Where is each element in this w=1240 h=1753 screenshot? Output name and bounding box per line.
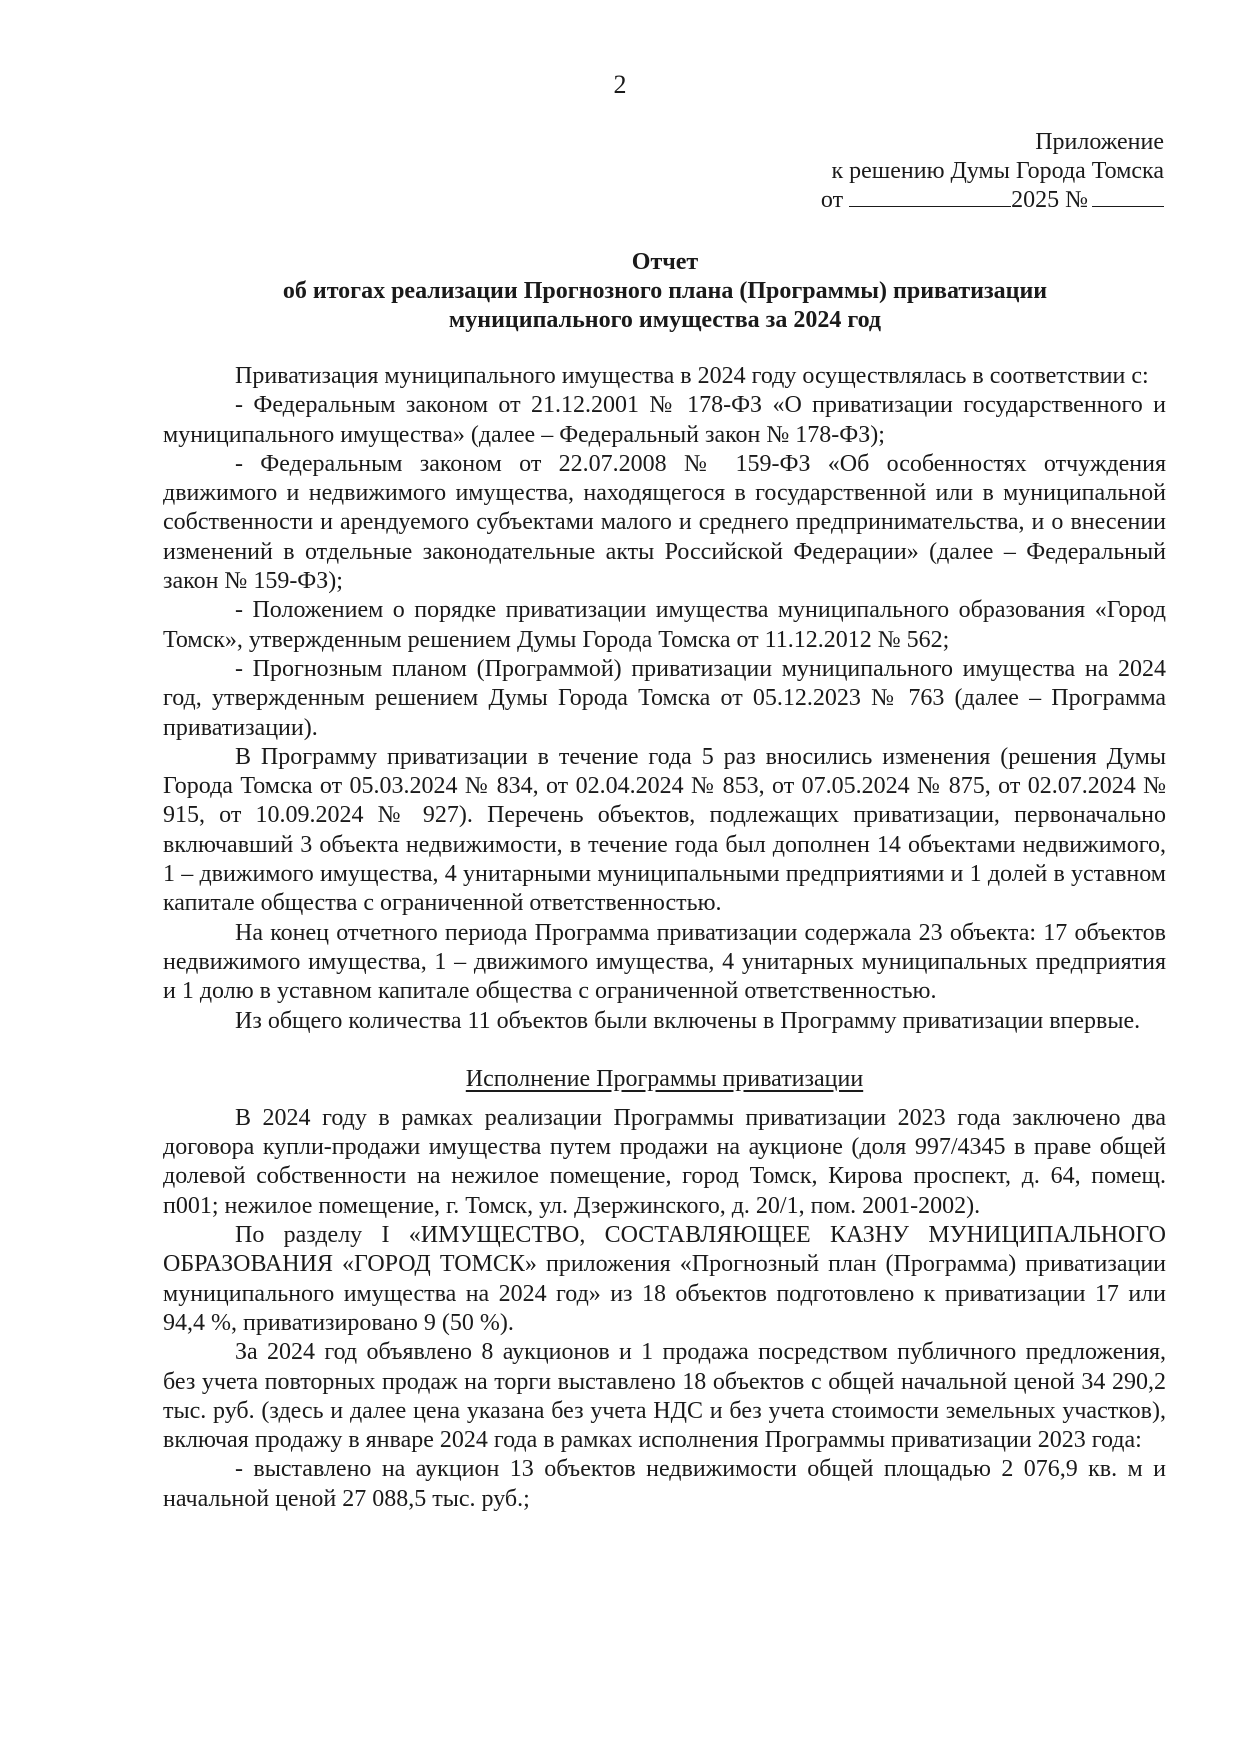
- paragraph-regulation: - Положением о порядке приватизации имущества муниципального образования «Город Томск», утвержденным решением Думы Города Томска от 11.12.2012 № 562;: [163, 597, 1166, 653]
- section-paragraph-part-one: По разделу I «ИМУЩЕСТВО, СОСТАВЛЯЮЩЕЕ КАЗНУ МУНИЦИПАЛЬНОГО ОБРАЗОВАНИЯ «ГОРОД ТОМСК» приложения «Прогнозный план (Программа) приватизации муниципального имущества на 2024 год» из 18 объектов подготовлено к приватизации 17 или 94,4 %, приватизировано 9 (50 %).: [163, 1222, 1166, 1336]
- document-body: [163, 362, 1166, 1514]
- paragraph-law-178: - Федеральным законом от 21.12.2001 № 178-ФЗ «О приватизации государственного и муниципального имущества» (далее – Федеральный закон № 178-ФЗ);: [163, 392, 1166, 448]
- title-line-1: Отчет: [631, 249, 699, 275]
- title-line-2: об итогах реализации Прогнозного плана (Программы) приватизации: [282, 278, 1048, 304]
- paragraph-intro: Приватизация муниципального имущества в 2024 году осуществлялась в соответствии с:: [235, 363, 1149, 389]
- section-paragraph-contracts: В 2024 году в рамках реализации Программы приватизации 2023 года заключено два договора купли-продажи имущества путем продажи на аукционе (доля 997/4345 в праве общей долевой собственности на нежилое помещение, город Томск, Кирова проспект, д. 64, помещ. п001; нежилое помещение, г. Томск, ул. Дзержинского, д. 20/1, пом. 2001-2002).: [163, 1104, 1166, 1219]
- page-number: 2: [613, 70, 627, 99]
- section-heading: Исполнение Программы приватизации: [465, 1065, 864, 1092]
- title-line-3: муниципального имущества за 2024 год: [448, 307, 882, 333]
- number-blank: [1092, 188, 1164, 207]
- paragraph-period-end: На конец отчетного периода Программа приватизации содержала 23 объекта: 17 объектов недвижимого имущества, 1 – движимого имущества, 4 унитарных муниципальных предприятия и 1 долю в уставном капитале общества с ограниченной ответственностью.: [163, 919, 1166, 1005]
- paragraph-first-included: Из общего количества 11 объектов были включены в Программу приватизации впервые.: [235, 1007, 1141, 1034]
- section-paragraph-auctions: За 2024 год объявлено 8 аукционов и 1 продажа посредством публичного предложения, без учета повторных продаж на торги выставлено 18 объектов с общей начальной ценой 34 290,2 тыс. руб. (здесь и далее цена указана без учета НДС и без учета стоимости земельных участков), включая продажу в январе 2024 года в рамках исполнения Программы приватизации 2023 года:: [163, 1339, 1166, 1454]
- section-paragraph-real-estate: - выставлено на аукцион 13 объектов недвижимости общей площадью 2 076,9 кв. м и начальной ценой 27 088,5 тыс. руб.;: [163, 1456, 1166, 1512]
- appendix-from-label: от: [820, 187, 844, 213]
- date-blank: [849, 188, 1011, 207]
- appendix-year: 2025 №: [1011, 187, 1088, 213]
- appendix-decision: к решению Думы Города Томска: [831, 158, 1164, 184]
- appendix-block: [764, 128, 1164, 215]
- appendix-date-line: [764, 186, 1164, 215]
- appendix-label: Приложение: [1035, 129, 1164, 155]
- paragraph-forecast-plan: - Прогнозным планом (Программой) приватизации муниципального имущества на 2024 год, утвержденным решением Думы Города Томска от 05.12.2023 № 763 (далее – Программа приватизации).: [163, 655, 1166, 741]
- document-title: [160, 248, 1170, 335]
- paragraph-law-159: - Федеральным законом от 22.07.2008 № 159-ФЗ «Об особенностях отчуждения движимого и недвижимого имущества, находящегося в государственной или в муниципальной собственности и арендуемого субъектами малого и среднего предпринимательства, и о внесении изменений в отдельные законодательные акты Российской Федерации» (далее – Федеральный закон № 159-ФЗ);: [163, 450, 1166, 595]
- paragraph-amendments: В Программу приватизации в течение года 5 раз вносились изменения (решения Думы Города Томска от 05.03.2024 № 834, от 02.04.2024 № 853, от 07.05.2024 № 875, от 02.07.2024 № 915, от 10.09.2024 № 927). Перечень объектов, подлежащих приватизации, первоначально включавший 3 объекта недвижимости, в течение года был дополнен 14 объектами недвижимого, 1 – движимого имущества, 4 унитарными муниципальными предприятиями и 1 долей в уставном капитале общества с ограниченной ответственностью.: [163, 743, 1166, 917]
